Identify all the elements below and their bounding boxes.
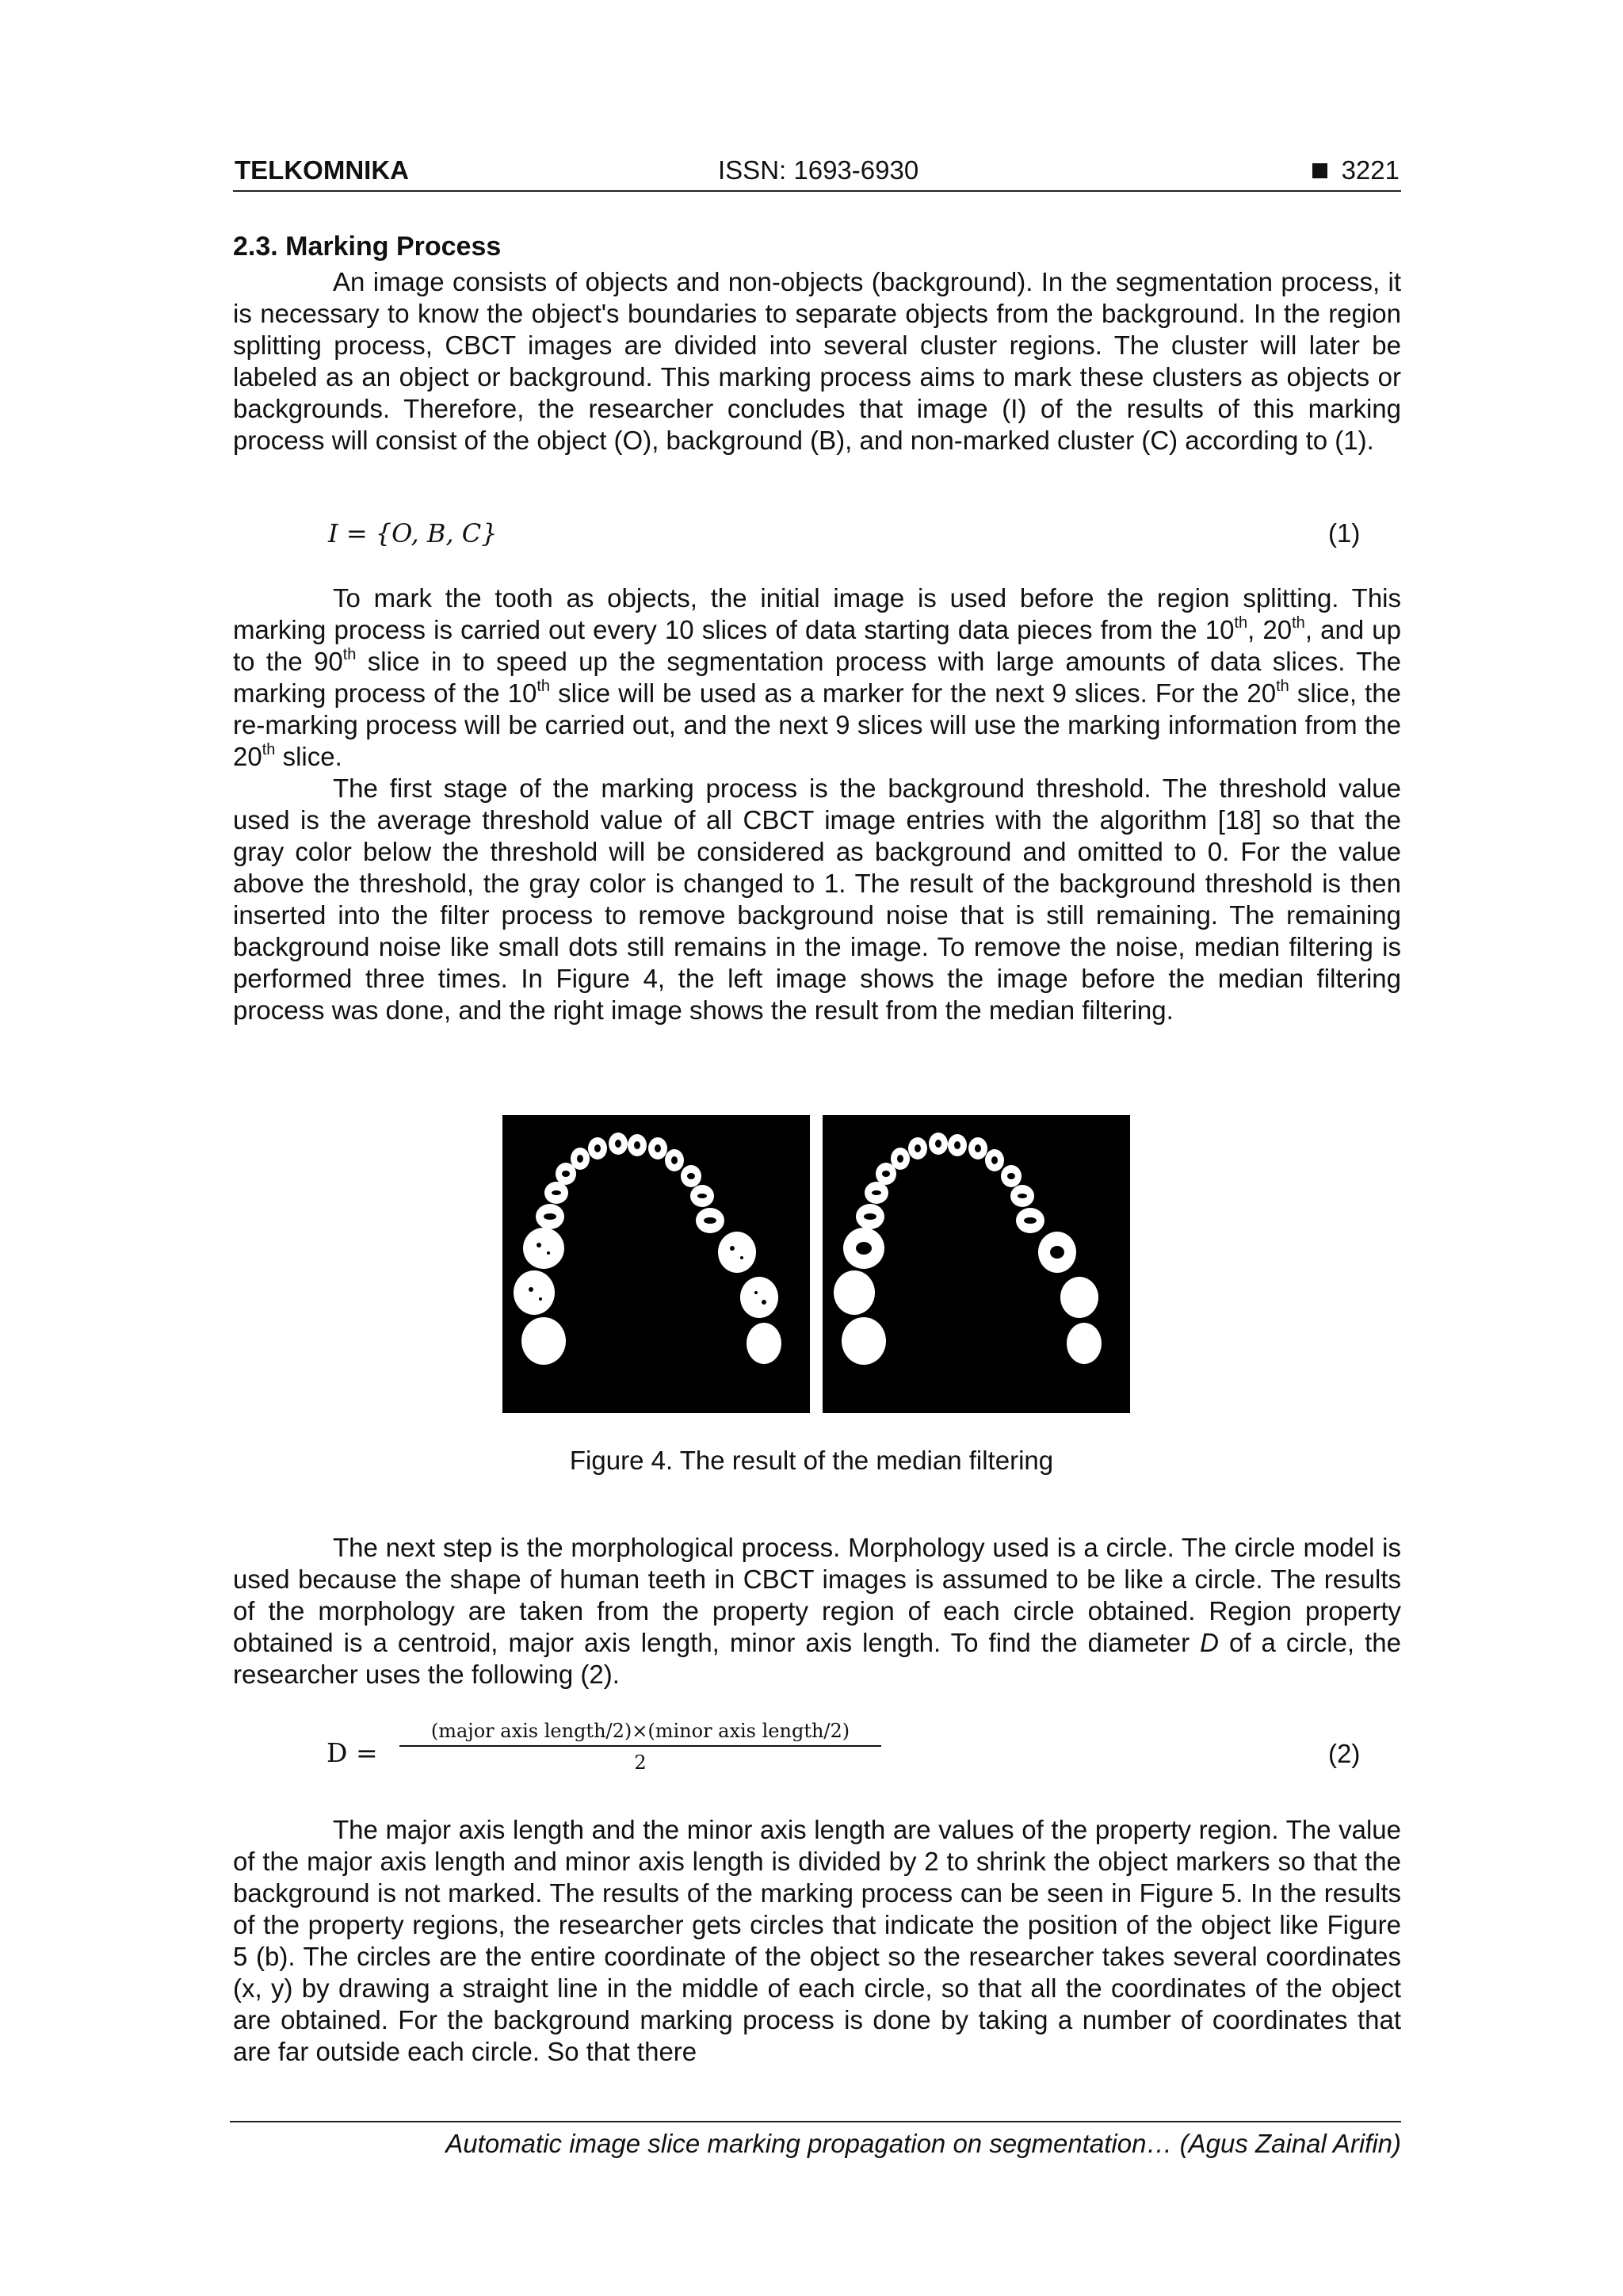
figure-caption: Figure 4. The result of the median filtering — [569, 1446, 1054, 1475]
page-header — [233, 155, 1401, 192]
paragraph-2: To mark the tooth as objects, the initial image is used before the region splitting. This marking process is carried out every 10 slices of data starting data pieces from the 10th, 20th, and up to the 90th slice in to speed up the segmentation process with large amounts of data slices. The marking process of the 10th slice will be used as a marker for the next 9 slices. For the 20th slice, the re-marking process will be carried out, and the next 9 slices will use the marking information from the 20th slice. — [233, 583, 1401, 771]
paragraph-4: The next step is the morphological process. Morphology used is a circle. The circle model is used because the shape of human teeth in CBCT images is assumed to be like a circle. The results of the morphology are taken from the property region of each circle obtained. Region property obtained is a centroid, major axis length, minor axis length. To find the diameter D of a circle, the researcher uses the following (2). — [233, 1533, 1401, 1689]
equation-2-number: (2) — [1328, 1739, 1361, 1768]
figure-image-before-filtering — [502, 1115, 810, 1413]
footer-rule — [230, 2121, 1401, 2122]
journal-name: TELKOMNIKA — [235, 155, 409, 185]
equation-2-numerator: (major axis length/2)×(minor axis length/2) — [399, 1720, 881, 1747]
equation-1: I = {O, B, C} — [328, 518, 498, 548]
section-title: 2.3. Marking Process — [233, 231, 502, 262]
equation-2-lhs: D = — [327, 1737, 378, 1768]
paragraph-5: The major axis length and the minor axis length are values of the property region. The value of the major axis length and minor axis length is divided by 2 to shrink the object markers so that the background is not marked. The results of the marking process can be seen in Figure 5. In the results of the property regions, the researcher gets circles that indicate the position of the object like Figure 5 (b). The circles are the entire coordinate of the object so the researcher takes several coordinates (x, y) by drawing a straight line in the middle of each circle, so that all the coordinates of the object are obtained. For the background marking process is done by taking a number of coordinates that are far outside each circle. So that there — [233, 1815, 1401, 2066]
page-number: 3221 — [1341, 155, 1400, 185]
equation-2-fraction — [399, 1720, 881, 1774]
footer-citation: Automatic image slice marking propagation on segmentation… (Agus Zainal Arifin) — [445, 2129, 1401, 2158]
equation-2-denominator: 2 — [634, 1752, 647, 1774]
paragraph-1: An image consists of objects and non-objects (background). In the segmentation process, it is necessary to know the object's boundaries to separate objects from the background. In the region splitting process, CBCT images are divided into several cluster regions. The cluster will later be labeled as an object or background. This marking process aims to mark these clusters as objects or backgrounds. Therefore, the researcher concludes that image (I) of the results of this marking process will consist of the object (O), background (B), and non-marked cluster (C) according to (1). — [233, 267, 1401, 455]
paragraph-3: The first stage of the marking process is the background threshold. The threshold value used is the average threshold value of all CBCT image entries with the algorithm [18] so that the gray color below the threshold will be considered as background and omitted to 0. For the value above the threshold, the gray color is changed to 1. The result of the background threshold is then inserted into the filter process to remove background noise that is still remaining. The remaining background noise like small dots still remains in the image. To remove the noise, median filtering is performed three times. In Figure 4, the left image shows the image before the median filtering process was done, and the right image shows the result from the median filtering. — [233, 774, 1401, 1025]
issn: ISSN: 1693-6930 — [718, 155, 919, 185]
equation-1-number: (1) — [1328, 518, 1361, 548]
bullet-square-icon — [1312, 163, 1327, 178]
page-number-block — [1312, 155, 1400, 185]
figure-image-after-filtering — [823, 1115, 1130, 1413]
figure-4 — [502, 1115, 1130, 1413]
